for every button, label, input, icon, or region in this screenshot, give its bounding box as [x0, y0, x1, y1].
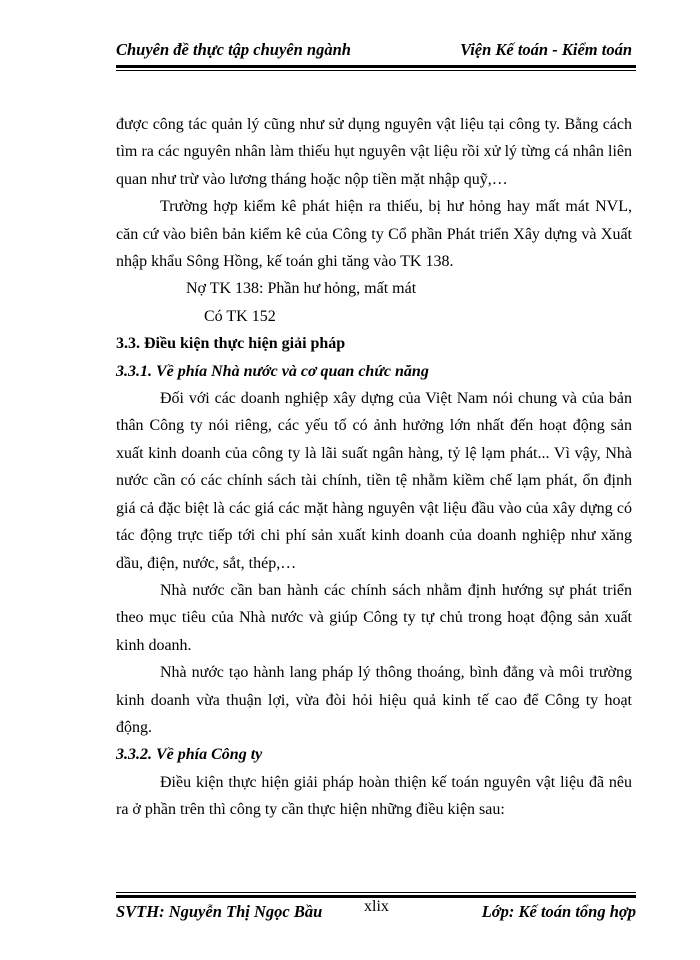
subsection-heading-3-3-1: 3.3.1. Về phía Nhà nước và cơ quan chức năng	[116, 362, 429, 380]
header-left-text: Chuyên đề thực tập chuyên ngành	[116, 40, 351, 59]
paragraph-1: được công tác quản lý cũng như sử dụng nguyên vật liệu tại công ty. Bằng cách tìm ra các nguyên nhân làm thiếu hụt nguyên vật liệu rồi xử lý từng cá nhân liên quan như trừ vào lương tháng hoặc nộp tiền mặt nhập quỹ,…	[116, 116, 632, 188]
footer-student-name: SVTH: Nguyễn Thị Ngọc Bầu	[116, 902, 323, 921]
paragraph-2: Trường hợp kiểm kê phát hiện ra thiếu, bị hư hỏng hay mất mát NVL, căn cứ vào biên bản kiểm kê của Công ty Cổ phần Phát triển Xây dựng và Xuất nhập khẩu Sông Hồng, kế toán ghi tăng vào TK 138.	[116, 198, 632, 271]
header-right-text: Viện Kế toán - Kiểm toán	[460, 40, 632, 59]
header-rule-thick	[116, 65, 636, 68]
footer-rule-thin	[116, 892, 636, 893]
paragraph-5: Nhà nước tạo hành lang pháp lý thông thoáng, bình đẳng và môi trường kinh doanh vừa thuận lợi, vừa đòi hỏi hiệu quả kinh tế cao để Công ty hoạt động.	[116, 664, 632, 736]
journal-entry-credit: Có TK 152	[204, 307, 276, 325]
paragraph-6: Điều kiện thực hiện giải pháp hoàn thiện kế toán nguyên vật liệu đã nêu ra ở phần trên thì công ty cần thực hiện những điều kiện sau:	[116, 773, 632, 819]
journal-entry-debit: Nợ TK 138: Phần hư hỏng, mất mát	[186, 280, 417, 298]
page-header	[116, 38, 636, 64]
page-footer	[116, 898, 636, 928]
paragraph-3: Đối với các doanh nghiệp xây dựng của Việt Nam nói chung và của bản thân Công ty nói riêng, các yếu tố có ảnh hưởng lớn nhất đến hoạt động sản xuất kinh doanh của công ty là lãi suất ngân hàng, tỷ lệ lạm phát... Vì vậy, Nhà nước cần có các chính sách tài chính, tiền tệ nhằm kiềm chế lạm phát, ổn định giá cả đặc biệt là các giá các mặt hàng nguyên vật liệu đầu vào của xây dựng có tác động trực tiếp tới chi phí sản xuất kinh doanh của doanh nghiệp như xăng dầu, điện, nước, sắt, thép,…	[116, 390, 632, 572]
section-heading-3-3: 3.3. Điều kiện thực hiện giải pháp	[116, 335, 346, 353]
footer-page-number: xlix	[364, 898, 389, 915]
footer-class-name: Lớp: Kế toán tổng hợp	[481, 902, 636, 921]
page-body	[116, 111, 632, 824]
paragraph-4: Nhà nước cần ban hành các chính sách nhằm định hướng sự phát triển theo mục tiêu của Nhà nước và giúp Công ty tự chủ trong hoạt động sản xuất kinh doanh.	[116, 581, 632, 654]
subsection-heading-3-3-2: 3.3.2. Về phía Công ty	[116, 746, 263, 764]
header-rule-thin	[116, 70, 636, 71]
